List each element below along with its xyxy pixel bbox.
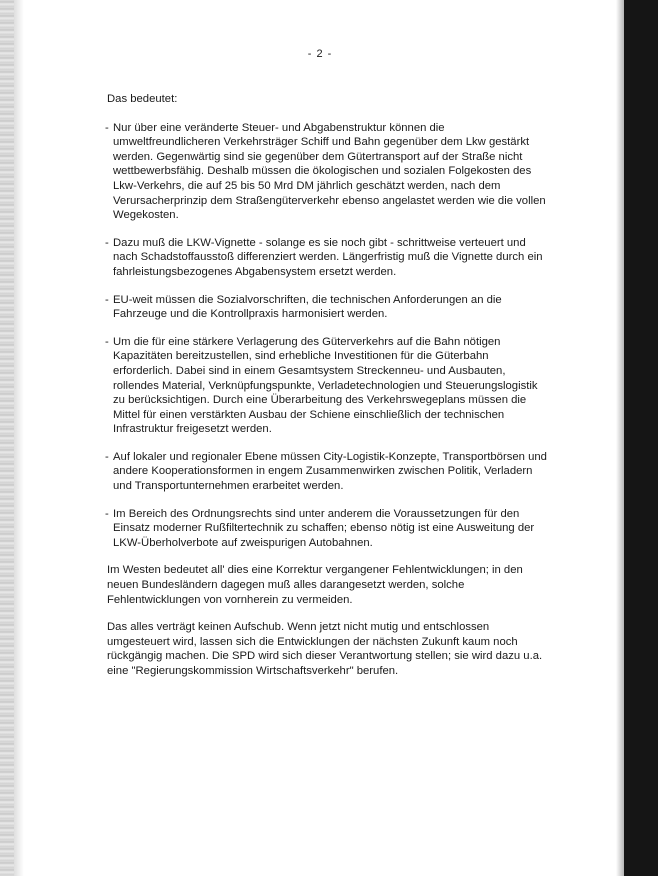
paragraph: Das alles verträgt keinen Aufschub. Wenn jetzt nicht mutig und entschlossen umgesteuert wird, lassen sich die Entwicklungen der nächsten Zukunft kaum noch rückgängig machen. Die SPD wird sich dieser Verantwortung stellen; sie wird dazu u.a. eine "Regierungskommission Wirtschaftsverkehr" berufen.	[107, 621, 543, 677]
bullet-text: Auf lokaler und regionaler Ebene müssen City-Logistik-Konzepte, Transportbörsen und andere Kooperationsformen in engem Zusammenwirken zwischen Politik, Verladern und Transportunternehmen erarbeitet werden.	[113, 450, 547, 493]
scan-right-edge	[624, 0, 658, 876]
page-number: - 2 -	[307, 48, 333, 60]
bullet-text: Um die für eine stärkere Verlagerung des Güterverkehrs auf die Bahn nötigen Kapazitäten bereitzustellen, sind erhebliche Investitionen für die Güterbahn erforderlich. Dabei sind in einem Gesamtsystem Streckenneu- und Ausbauten, rollendes Material, Verknüpfungspunkte, Verladetechnologien und Steuerungslogistik zu berücksichtigen. Durch eine Überarbeitung des Verkehrswegeplans müssen die Mittel für einen verstärkten Ausbau der Schiene einschließlich der technischen Infrastruktur freigesetzt werden.	[113, 335, 538, 436]
bullet-item	[107, 507, 547, 551]
bullet-dash: -	[105, 507, 109, 520]
bullet-item	[107, 335, 547, 437]
bullet-item	[107, 293, 547, 322]
bullet-item	[107, 450, 547, 494]
bullet-text: Im Bereich des Ordnungsrechts sind unter anderem die Voraussetzungen für den Einsatz moderner Rußfiltertechnik zu schaffen; ebenso nötig ist eine Ausweitung der LKW-Überholverbote auf zweispurigen Autobahnen.	[113, 507, 535, 549]
bullet-dash: -	[105, 450, 109, 463]
bullet-dash: -	[105, 236, 109, 249]
intro-line: Das bedeutet:	[107, 93, 178, 105]
scan-right-shadow	[616, 0, 624, 876]
bullet-text: Nur über eine veränderte Steuer- und Abgabenstruktur können die umweltfreundlicheren Verkehrsträger Schiff und Bahn gegenüber dem Lkw gestärkt werden. Gegenwärtig sind sie gegenüber dem Gütertransport auf der Straße nicht wettbewerbsfähig. Deshalb müssen die ökologischen und sozialen Folgekosten des Lkw-Verkehrs, die auf 25 bis 50 Mrd DM jährlich geschätzt werden, nach dem Verursacherprinzip dem Straßengüterverkehr ebenso angelastet werden wie die vollen Wegekosten.	[113, 121, 546, 222]
bullet-text: Dazu muß die LKW-Vignette - solange es sie noch gibt - schrittweise verteuert und nach Schadstoffausstoß differenziert werden. Längerfristig muß die Vignette durch ein fahrleistungsbezogenes Abgabensystem ersetzt werden.	[113, 236, 543, 278]
bullet-dash: -	[105, 121, 109, 134]
bullet-dash: -	[105, 293, 109, 306]
scan-left-shadow	[14, 0, 24, 876]
bullet-item	[107, 121, 547, 223]
paragraph: Im Westen bedeutet all' dies eine Korrektur vergangener Fehlentwicklungen; in den neuen Bundesländern dagegen muß alles darangesetzt werden, solche Fehlentwicklungen von vornherein zu vermeiden.	[107, 564, 523, 606]
document-body	[107, 92, 547, 692]
bullet-item	[107, 236, 547, 280]
bullet-text: EU-weit müssen die Sozialvorschriften, die technischen Anforderungen an die Fahrzeuge und die Kontrollpraxis harmonisiert werden.	[113, 293, 502, 321]
scan-left-edge	[0, 0, 14, 876]
bullet-dash: -	[105, 335, 109, 348]
